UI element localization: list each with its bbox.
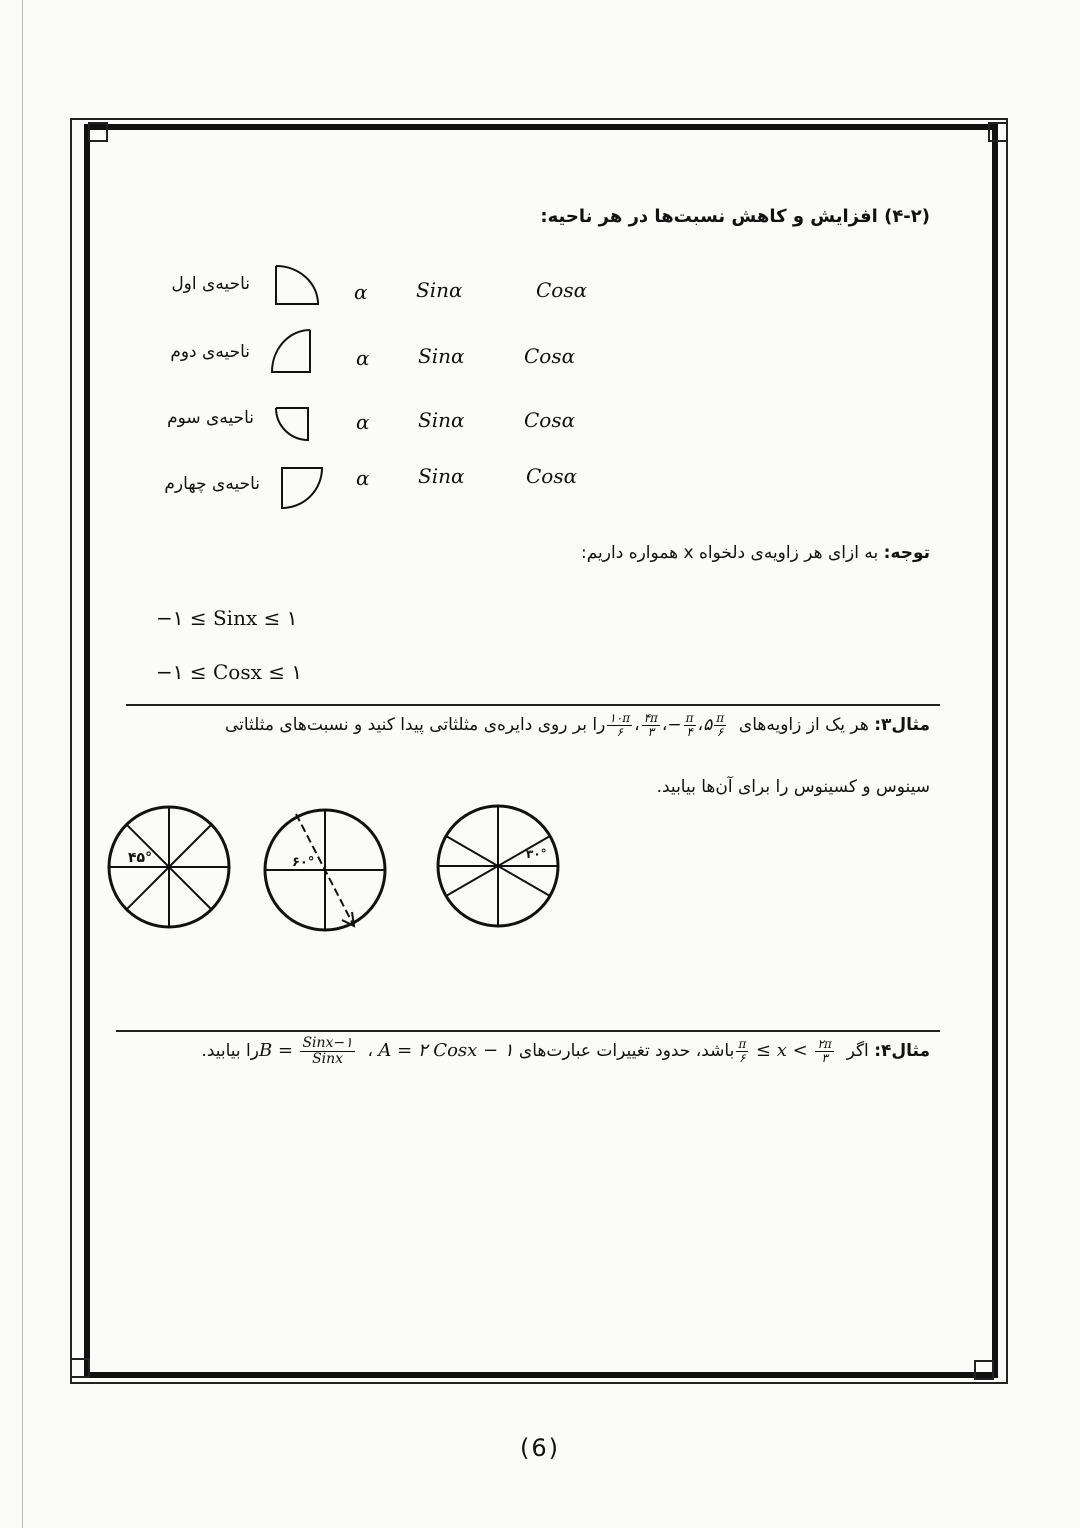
- quadrant-1-alpha: α: [354, 280, 368, 304]
- example-3-text-after: را بر روی دایره‌ی مثلثاتی پیدا کنید و نسبت‌های مثلثاتی: [224, 715, 606, 736]
- example-4-line: مثال۴: اگر $\frac{\pi}{۶}$ ≤ x < $\frac{۲\pi}{۳}$ باشد، حدود تغییرات عبارت‌های A = ۲ Cosx − ۱ ، B = $\frac{\text{Sinx−۱}}{\text{Sinx}}$ را بیابید.: [201, 1035, 930, 1067]
- quadrant-1-sin: Sinα: [416, 278, 463, 302]
- sin-range-inequality: −۱ ≤ Sinx ≤ ۱: [156, 606, 298, 630]
- example-3-label: مثال۳:: [874, 715, 930, 736]
- quadrant-4-sin: Sinα: [418, 464, 465, 488]
- quadrant-3-arc-icon: [272, 402, 314, 444]
- example-3-text-before: هر یک از زاویه‌های: [738, 715, 869, 736]
- quadrant-2-sin: Sinα: [418, 344, 465, 368]
- quadrant-4-label: ناحیه‌ی چهارم: [164, 474, 260, 494]
- example-3-line-1: [140, 712, 930, 738]
- quadrant-3-label: ناحیه‌ی سوم: [167, 408, 254, 428]
- cos-range-inequality: −۱ ≤ Cosx ≤ ۱: [156, 660, 303, 684]
- lower-bound-fraction: $\frac{\pi}{۶}$: [738, 1037, 747, 1065]
- frame-corner-top-right: [988, 122, 1008, 142]
- example-4-label: مثال۴:: [874, 1041, 930, 1062]
- example-3-line-2: سینوس و کسینوس را برای آن‌ها بیابید.: [656, 777, 930, 797]
- angle-fraction-3: $\frac{۴\pi}{۳}$: [643, 711, 658, 739]
- expression-a: A = ۲ Cosx − ۱: [378, 1040, 514, 1062]
- divider-rule: [126, 704, 940, 706]
- trig-circle-45-deg: [104, 802, 234, 932]
- quadrant-1-cos: Cosα: [536, 278, 588, 302]
- frame-corner-top-left: [88, 122, 108, 142]
- expression-b: B = $\frac{\text{Sinx−۱}}{\text{Sinx}}$: [259, 1035, 353, 1067]
- quadrant-2-alpha: α: [356, 346, 370, 370]
- note-label: توجه:: [883, 543, 930, 563]
- page-frame-inner: [84, 124, 998, 1378]
- quadrant-4-arc-icon: [278, 462, 326, 514]
- angle-fraction-4: $\frac{۱۰\pi}{۶}$: [609, 711, 631, 739]
- example-4-end: را بیابید.: [201, 1041, 259, 1062]
- section-heading: (۴-۲) افزایش و کاهش نسبت‌ها در هر ناحیه:: [540, 206, 930, 227]
- angle-fraction-2: $\frac{\pi}{۴}$: [685, 711, 694, 739]
- upper-bound-fraction: $\frac{۲\pi}{۳}$: [817, 1037, 832, 1065]
- quadrant-4-cos: Cosα: [526, 464, 578, 488]
- note-text: به ازای هر زاویه‌ی دلخواه x همواره داریم:: [581, 543, 879, 563]
- quadrant-2-arc-icon: [268, 326, 316, 376]
- quadrant-1-arc-icon: [272, 262, 324, 310]
- expression-b-fraction: $\frac{\text{Sinx−۱}}{\text{Sinx}}$: [302, 1035, 353, 1067]
- trig-circle-30-deg: [432, 800, 564, 932]
- example-4-inequality: $\frac{\pi}{۶}$ ≤ x < $\frac{۲\pi}{۳}$: [738, 1037, 832, 1065]
- quadrant-3-cos: Cosα: [524, 408, 576, 432]
- circle-2-angle-label: ۶۰°: [292, 855, 315, 870]
- quadrant-1-label: ناحیه‌ی اول: [171, 274, 250, 294]
- quadrant-2-label: ناحیه‌ی دوم: [170, 342, 250, 362]
- angle-fraction-1: $\frac{\pi}{۶}$: [716, 711, 725, 739]
- note-line: [330, 542, 930, 566]
- example-4-mid-text: باشد، حدود تغییرات عبارت‌های: [518, 1041, 735, 1062]
- quadrant-3-sin: Sinα: [418, 408, 465, 432]
- quadrant-2-cos: Cosα: [524, 344, 576, 368]
- divider-rule-2: [116, 1030, 940, 1032]
- scan-edge-line: [22, 0, 23, 1528]
- frame-corner-bottom-right: [974, 1360, 994, 1380]
- quadrant-3-alpha: α: [356, 410, 370, 434]
- circle-1-angle-label: ۴۵°: [128, 850, 153, 866]
- trig-circle-60-deg: [260, 802, 390, 942]
- example-4-if: اگر: [846, 1041, 869, 1062]
- example-3-angles: $\frac{۱۰\pi}{۶}$ ، $\frac{۴\pi}{۳}$ ،− $\frac{\pi}{۴}$ ،۵ $\frac{\pi}{۶}$: [609, 711, 725, 739]
- circle-3-angle-label: ۳۰°: [526, 847, 547, 861]
- page-number: (6): [520, 1434, 560, 1462]
- quadrant-4-alpha: α: [356, 466, 370, 490]
- frame-corner-bottom-left: [70, 1358, 90, 1378]
